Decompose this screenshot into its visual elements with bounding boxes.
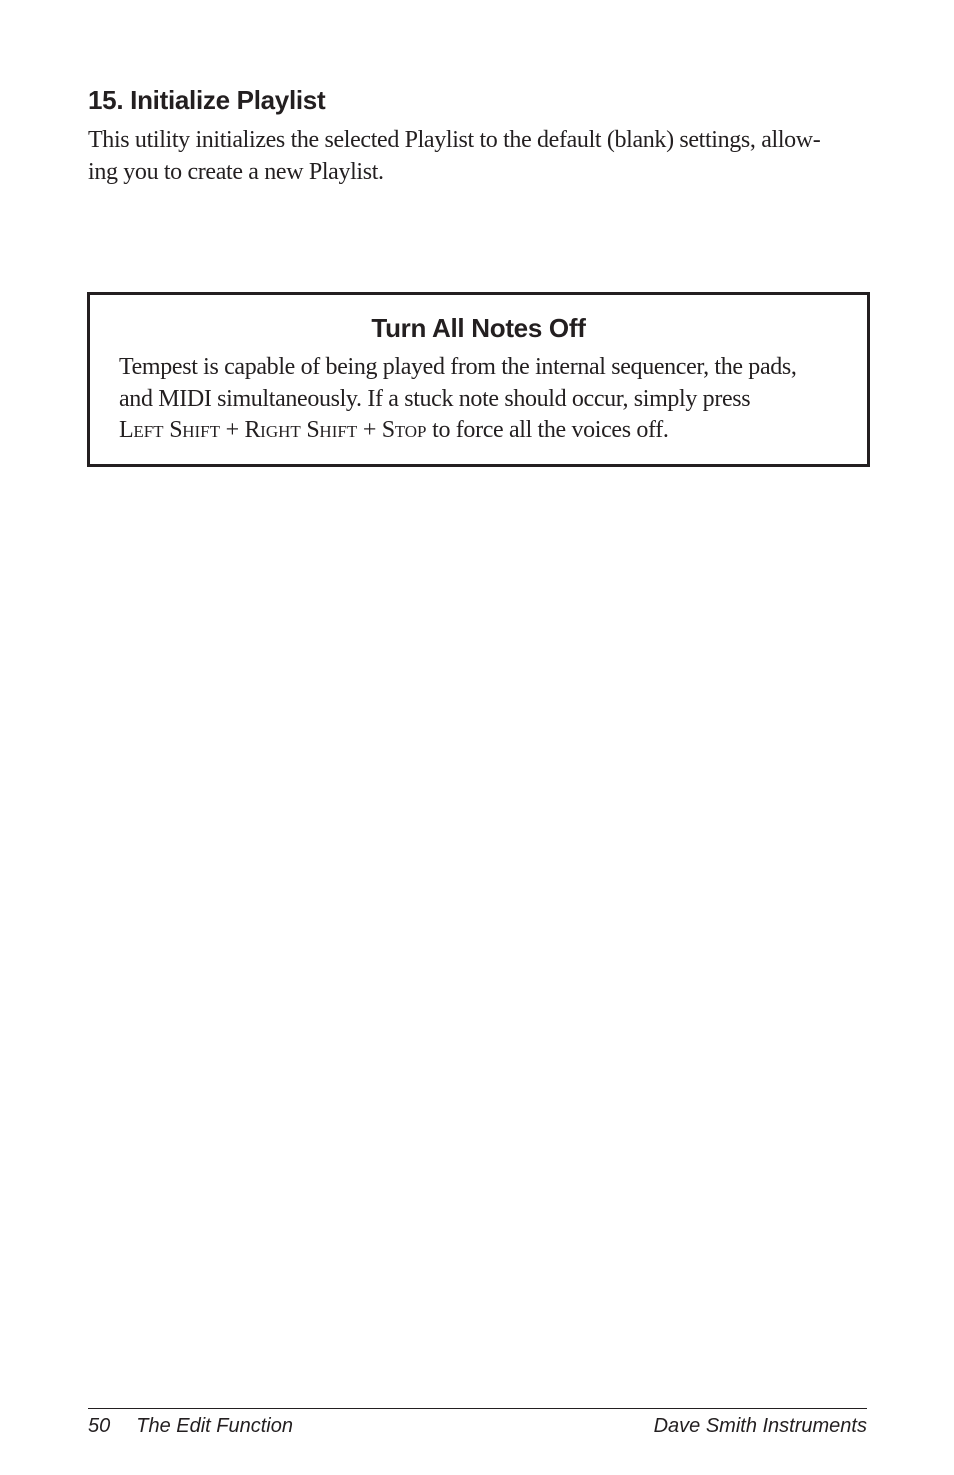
key-stop: STOP [381,417,427,443]
note-key-combo-line [119,415,859,448]
section-body [88,124,868,188]
note-line: and MIDI simultaneously. If a stuck note should occur, simply press [119,385,751,412]
section-heading: 15. Initialize Playlist [88,85,326,115]
plus-sign: + [219,417,245,443]
page-footer [88,1408,867,1445]
key-right-shift: RIGHT SHIFT [244,417,358,443]
publisher-name: Dave Smith Instruments [653,1415,867,1437]
note-box [87,292,870,467]
note-body [119,352,859,448]
key-left-shift: LEFT SHIFT [119,417,220,443]
note-line-tail: to force all the voices off. [426,417,669,443]
note-title: Turn All Notes Off [371,313,586,343]
chapter-title: The Edit Function [136,1415,293,1437]
section-body-line: This utility initializes the selected Playlist to the default (blank) settings, allow- [88,127,821,153]
section-body-line: ing you to create a new Playlist. [88,159,384,185]
page-number: 50 [88,1415,111,1437]
footer-left [88,1411,293,1441]
plus-sign: + [357,417,382,443]
note-line: Tempest is capable of being played from the internal sequencer, the pads, [119,354,797,380]
